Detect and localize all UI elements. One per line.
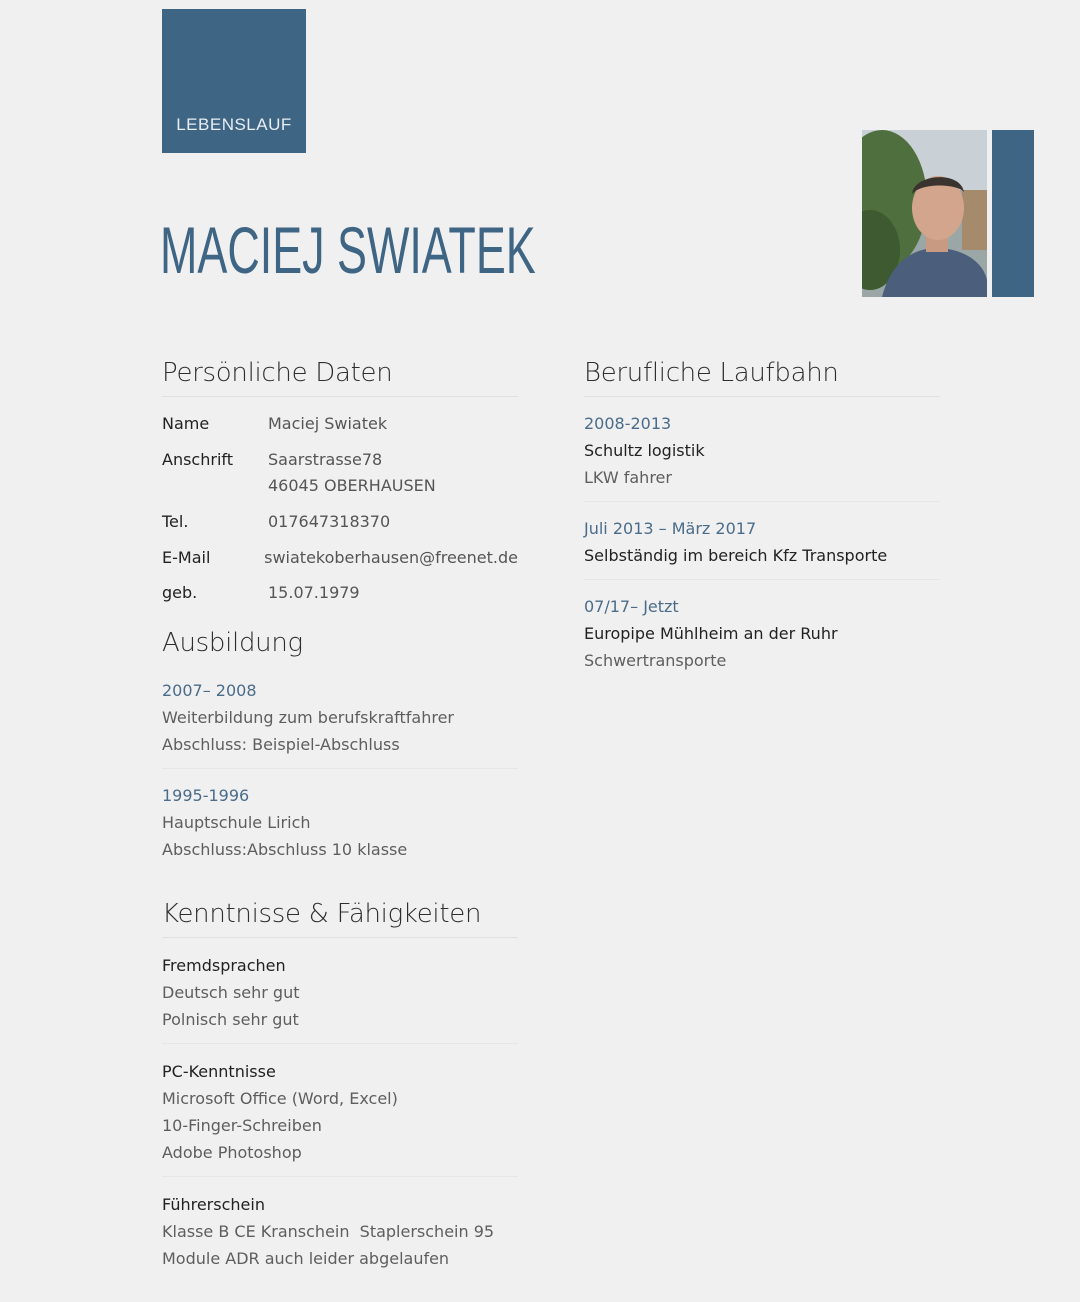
right-column [584,358,940,698]
career-title: Europipe Mühlheim an der Ruhr [584,624,838,643]
education-line: Abschluss:Abschluss 10 klasse [162,840,408,859]
left-column [162,358,518,1296]
education-line: Abschluss: Beispiel-Abschluss [162,735,400,754]
career-date: 07/17– Jetzt [584,597,679,616]
email-link[interactable]: swiatekoberhausen@freenet.de [264,548,518,567]
career-sub: LKW fahrer [584,468,672,487]
address-city: 46045 OBERHAUSEN [268,476,436,495]
skill-item: Deutsch sehr gut [162,983,300,1002]
skill-group [162,1058,518,1177]
personal-label: Anschrift [162,450,234,469]
personal-label: Name [162,414,210,433]
personal-value: 017647318370 [268,512,391,531]
personal-value: Maciej Swiatek [268,414,388,433]
skill-group-title: Führerschein [162,1195,265,1214]
personal-data-heading: Persönliche Daten [162,358,518,397]
profile-photo [862,130,987,297]
career-entry [584,594,940,684]
accent-bar [992,130,1034,297]
education-date: 2007– 2008 [162,681,257,700]
education-line: Weiterbildung zum berufskraftfahrer [162,708,454,727]
skill-group [162,1191,518,1282]
career-heading: Berufliche Laufbahn [584,358,940,397]
education-entry [162,783,518,873]
skill-item: Microsoft Office (Word, Excel) [162,1089,398,1108]
personal-row-name [162,411,518,437]
personal-label: geb. [162,583,198,602]
personal-row-phone [162,509,518,535]
personal-value: 15.07.1979 [268,583,360,602]
personal-row-birthdate [162,580,518,606]
career-title: Schultz logistik [584,441,705,460]
personal-row-address [162,447,518,499]
education-date: 1995-1996 [162,786,250,805]
skill-item: Polnisch sehr gut [162,1010,299,1029]
skill-group-title: PC-Kenntnisse [162,1062,276,1081]
career-title: Selbständig im bereich Kfz Transporte [584,546,888,565]
career-sub: Schwertransporte [584,651,727,670]
education-line: Hauptschule Lirich [162,813,311,832]
cv-badge [162,9,306,153]
address-street: Saarstrasse78 [268,450,383,469]
skill-item: Klasse B CE Kranschein Staplerschein 95 [162,1222,495,1241]
skill-item: Adobe Photoshop [162,1143,302,1162]
personal-label: Tel. [162,512,189,531]
career-date: 2008-2013 [584,414,672,433]
skill-group [162,952,518,1044]
career-entry [584,516,940,580]
skill-item: 10-Finger-Schreiben [162,1116,322,1135]
candidate-name: MACIEJ SWIATEK [160,213,536,287]
education-heading: Ausbildung [162,628,303,658]
personal-label: E-Mail [162,548,211,567]
skills-heading: Kenntnisse & Fähigkeiten [162,899,518,938]
career-date: Juli 2013 – März 2017 [584,519,757,538]
skill-item: Module ADR auch leider abgelaufen [162,1249,450,1268]
personal-value [268,447,436,499]
education-entry [162,678,518,769]
cv-badge-label: LEBENSLAUF [176,115,292,134]
career-entry [584,411,940,502]
skill-group-title: Fremdsprachen [162,956,286,975]
personal-row-email [162,545,518,571]
